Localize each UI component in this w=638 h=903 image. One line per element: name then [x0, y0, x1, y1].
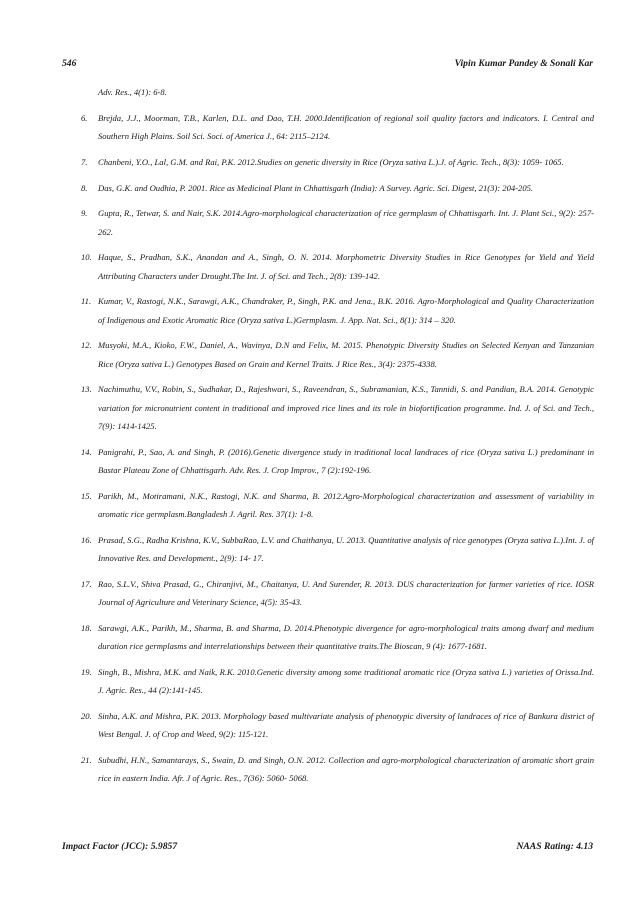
- reference-number: 14.: [81, 446, 92, 457]
- reference-item: [62, 487, 594, 523]
- reference-item: [62, 109, 594, 145]
- reference-text: Rao, S.L.V., Shiva Prasad, G., Chiranjivi, M., Chaitanya, U. And Surender, R. 2013. DUS characterization for farmer varieties of rice. IOSR Journal of Agriculture and Veterinary Science, 4(5): 35-43.: [98, 578, 594, 607]
- reference-text: Brejda, J.J., Moorman, T.B., Karlen, D.L. and Dao, T.H. 2000.Identification of regional soil quality factors and indicators. I. Central and Southern High Plains. Soil Sci. Soci. of America J., 64: 2115–2124.: [98, 112, 594, 141]
- page-number: 546: [62, 58, 77, 69]
- reference-item: [62, 179, 594, 197]
- reference-item: [62, 443, 594, 479]
- reference-number: 11.: [81, 296, 92, 307]
- reference-number: 20.: [81, 710, 92, 721]
- reference-number: 9.: [81, 208, 88, 219]
- reference-item: [62, 575, 594, 611]
- reference-text: Gupta, R., Tetwar, S. and Nair, S.K. 2014.Agro-morphological characterization of rice germplasm of Chhattisgarh. Int. J. Plant Sci., 9(2): 257-262.: [98, 208, 594, 237]
- reference-list: [62, 83, 594, 795]
- page-footer: [62, 841, 593, 852]
- reference-number: 13.: [81, 384, 92, 395]
- running-head-authors: Vipin Kumar Pandey & Sonali Kar: [454, 58, 593, 69]
- reference-number: 17.: [81, 578, 92, 589]
- reference-number: 15.: [81, 490, 92, 501]
- reference-item: [62, 292, 594, 328]
- reference-item: [62, 336, 594, 372]
- reference-text: Panigrahi, P., Sao, A. and Singh, P. (2016).Genetic divergence study in traditional local landraces of rice (Oryza sativa L.) predominant in Bastar Plateau Zone of Chhattisgarh. Adv. Res. J. Crop Improv., 7 (2):192-196.: [98, 446, 594, 475]
- reference-text: Sarawgi, A.K., Parikh, M., Sharma, B. and Sharma, D. 2014.Phenotypic divergence for agro-morphological traits among dwarf and medium duration rice germplasms and interrelationships between their quantitative traits.The Bioscan, 9 (4): 1677-1681.: [98, 622, 594, 651]
- reference-text: Sinha, A.K. and Mishra, P.K. 2013. Morphology based multivariate analysis of phenotypic diversity of landraces of rice of Bankura district of West Bengal. J. of Crop and Weed, 9(2): 115-121.: [98, 710, 594, 739]
- reference-text: Prasad, S.G., Radha Krishna, K.V., SubbaRao, L.V. and Chaithanya, U. 2013. Quantitative analysis of rice genotypes (Oryza sativa L.).Int. J. of Innovative Res. and Development., 2(9): 14- 17.: [98, 534, 594, 563]
- reference-number: 18.: [81, 622, 92, 633]
- reference-number: 16.: [81, 534, 92, 545]
- reference-item: [62, 619, 594, 655]
- reference-text: Chanbeni, Y.O., Lal, G.M. and Rai, P.K. 2012.Studies on genetic diversity in Rice (Oryza sativa L.).J. of Agric. Tech., 8(3): 1059- 1065.: [98, 156, 564, 167]
- reference-number: 7.: [81, 156, 88, 167]
- reference-number: 12.: [81, 340, 92, 351]
- naas-rating: NAAS Rating: 4.13: [516, 841, 593, 852]
- reference-item: [62, 531, 594, 567]
- page-header: [62, 58, 593, 69]
- reference-number: 19.: [81, 666, 92, 677]
- reference-number: 6.: [81, 112, 88, 123]
- reference-text: Das, G.K. and Oudhia, P. 2001. Rice as Medicinal Plant in Chhattisgarh (India): A Survey. Agric. Sci. Digest, 21(3): 204-205.: [98, 182, 534, 193]
- impact-factor: Impact Factor (JCC): 5.9857: [62, 841, 178, 852]
- reference-text: Musyoki, M.A., Kioko, F.W., Daniel, A., Wavinya, D.N and Felix, M. 2015. Phenotypic Diversity Studies on Selected Kenyan and Tanzanian Rice (Oryza sativa L.) Genotypes Based on Grain and Kernel Traits. J Rice Res., 3(4): 2375-4338.: [98, 340, 594, 369]
- reference-text: Subudhi, H.N., Samantarays, S., Swain, D. and Singh, O.N. 2012. Collection and agro-morphological characterization of aromatic short grain rice in eastern India. Afr. J of Agric. Res., 7(36): 5060- 5068.: [98, 754, 594, 783]
- reference-text: Parikh, M., Motiramani, N.K., Rastogi, N.K. and Sharma, B. 2012.Agro-Morphological characterization and assessment of variability in aromatic rice germplasm.Bangladesh J. Agril. Res. 37(1): 1-8.: [98, 490, 594, 519]
- reference-text: Nachimuthu, V.V., Robin, S., Sudhakar, D., Rajeshwari, S., Raveendran, S., Subramanian, K.S., Tannidi, S. and Pandian, B.A. 2014. Genotypic variation for micronutrient content in traditional and improved rice lines and its role in biofortification programme. Ind. J. of Sci. and Tech., 7(9): 1414-1425.: [98, 384, 594, 431]
- reference-item: [62, 380, 594, 435]
- reference-item: [62, 707, 594, 743]
- reference-item: [62, 751, 594, 787]
- reference-item: [62, 153, 594, 171]
- reference-item: [62, 204, 594, 240]
- reference-number: 8.: [81, 182, 88, 193]
- reference-text: Singh, B., Mishra, M.K. and Naik, R.K. 2010.Genetic diversity among some traditional aromatic rice (Oryza sativa L.) varieties of Orissa.Ind. J. Agric. Res., 44 (2):141-145.: [98, 666, 594, 695]
- reference-text: Haque, S., Pradhan, S.K., Anandan and A., Singh, O. N. 2014. Morphometric Diversity Studies in Rice Genotypes for Yield and Yield Attributing Characters under Drought.The Int. J. of Sci. and Tech., 2(8): 139-142.: [98, 252, 594, 281]
- reference-text: Kumar, V., Rastogi, N.K., Sarawgi, A.K., Chandraker, P., Singh, P.K. and Jena., B.K. 2016. Agro-Morphological and Quality Characterization of Indigenous and Exotic Aromatic Rice (Oryza sativa L.)Germplasm. J. App. Nat. Sci., 8(1): 314 – 320.: [98, 296, 594, 325]
- reference-number: 21.: [81, 754, 92, 765]
- reference-item: [62, 248, 594, 284]
- reference-continuation: Adv. Res., 4(1): 6-8.: [98, 87, 167, 97]
- reference-item: [62, 663, 594, 699]
- reference-number: 10.: [81, 252, 92, 263]
